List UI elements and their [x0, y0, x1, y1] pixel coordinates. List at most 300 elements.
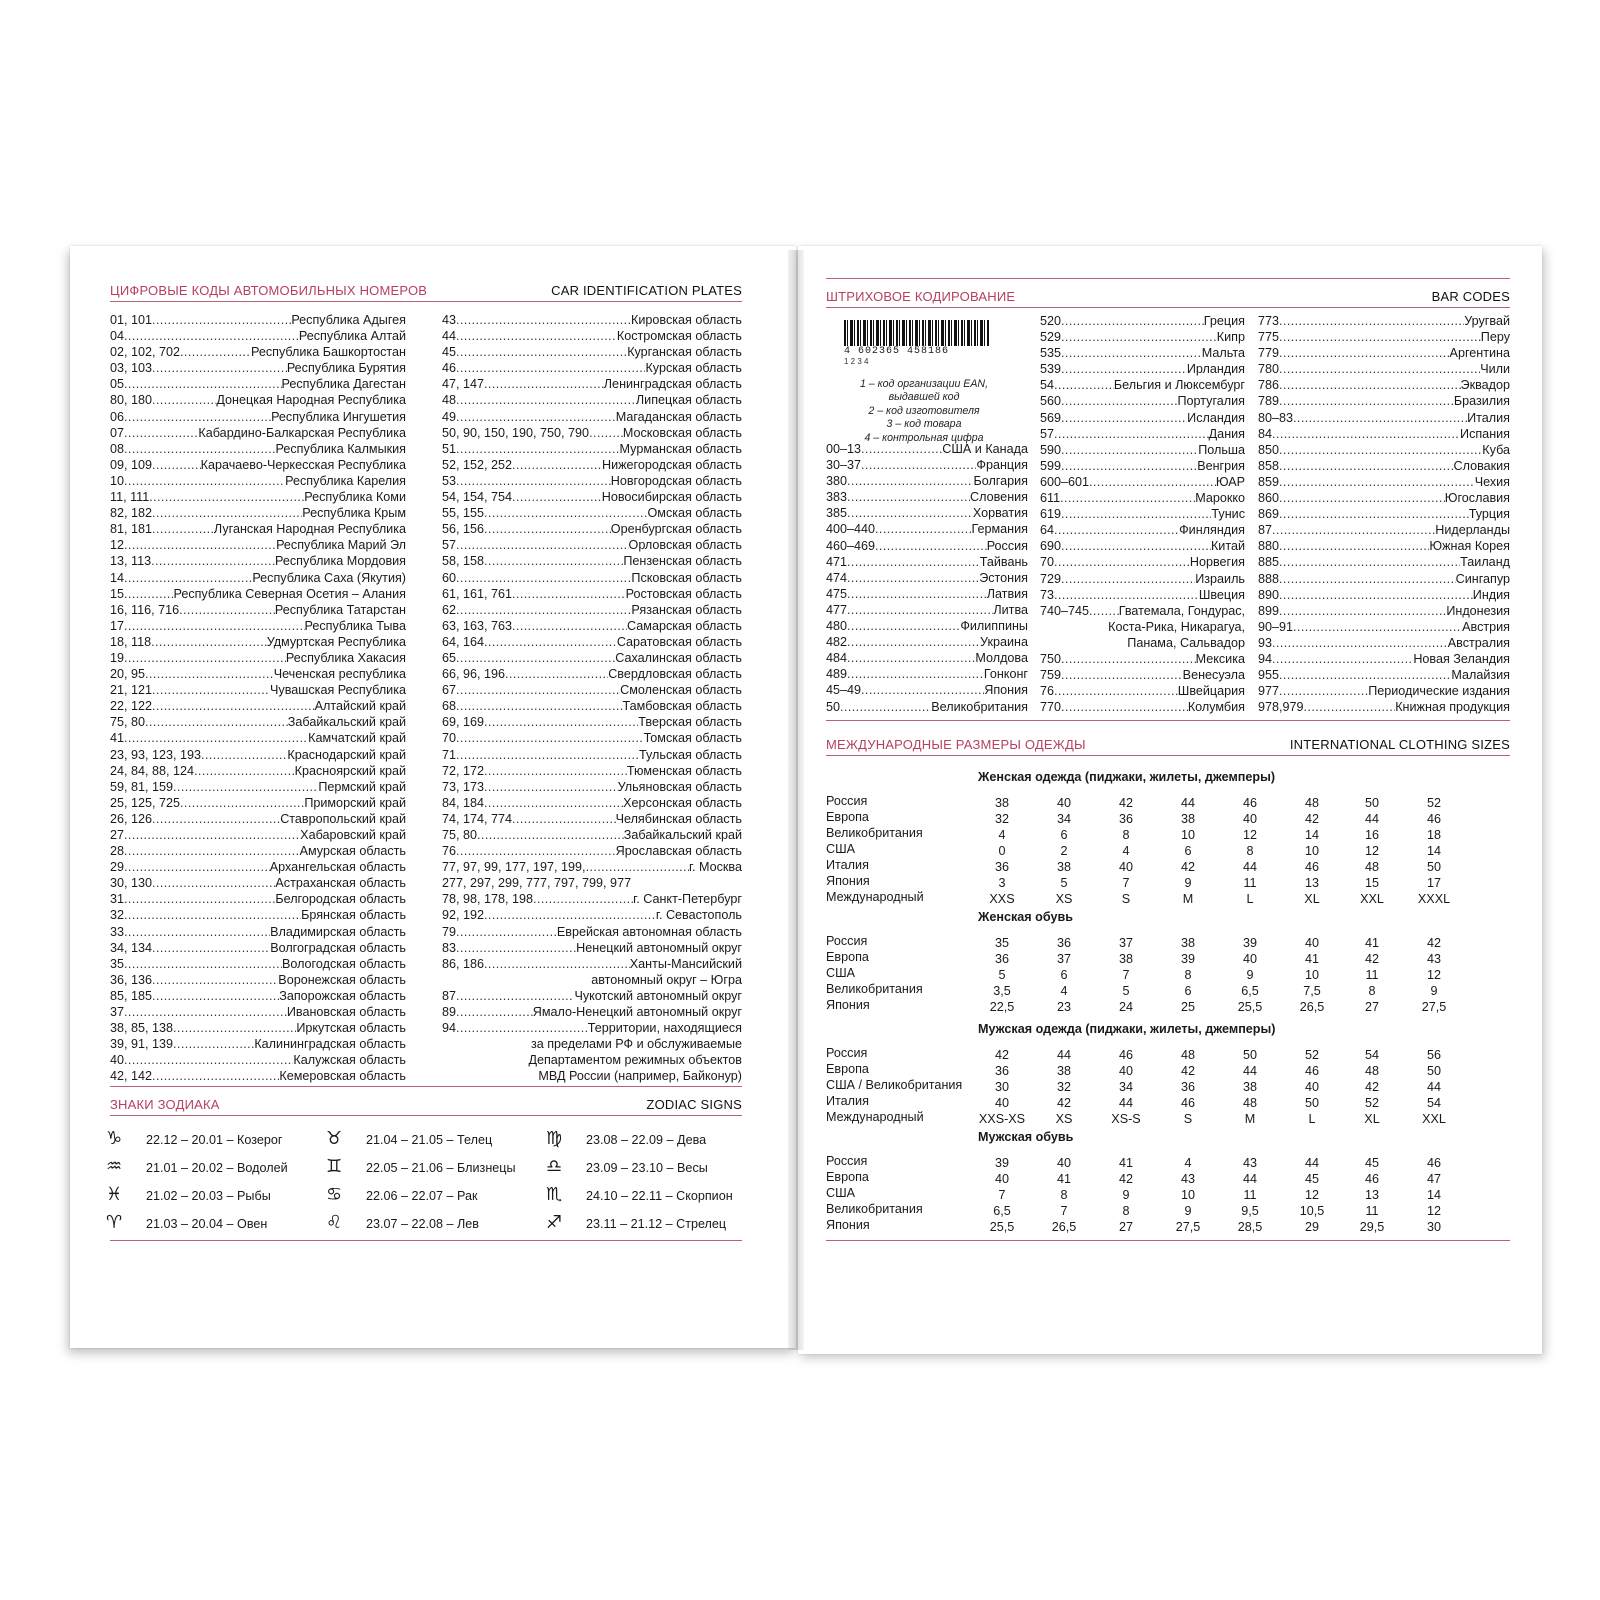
size-value: 44	[1242, 1172, 1257, 1186]
item-name: Болгария	[973, 474, 1028, 489]
item-name: Тюменская область	[626, 763, 742, 778]
list-item-continuation: автономный округ – Югра	[591, 972, 742, 987]
dot-leader	[1054, 554, 1190, 570]
dot-leader	[151, 634, 267, 650]
item-code: 37	[110, 1005, 125, 1020]
list-item	[826, 505, 1028, 521]
dot-leader	[477, 827, 624, 843]
size-value: 18	[1426, 828, 1441, 842]
list-item	[110, 1020, 406, 1036]
zodiac-dates: 23.07 – 22.08 – Лев	[366, 1217, 479, 1231]
list-item	[1040, 667, 1245, 683]
item-code: 68	[442, 699, 457, 714]
dot-leader	[847, 650, 975, 666]
size-value: S	[1183, 1112, 1193, 1126]
list-item	[110, 763, 406, 779]
size-value: 40	[1304, 1080, 1319, 1094]
item-code: 383	[826, 490, 848, 505]
list-item	[110, 570, 406, 586]
size-row-label: Россия	[826, 1046, 868, 1060]
item-name: Югославия	[1444, 491, 1510, 506]
list-item	[1258, 699, 1510, 715]
dot-leader	[201, 747, 287, 763]
item-code: 23, 93, 123, 193	[110, 747, 202, 762]
dot-leader	[180, 795, 304, 811]
size-value: 27,5	[1421, 1000, 1447, 1014]
dot-leader	[124, 570, 252, 586]
size-value: 7	[1122, 876, 1130, 890]
size-value: 10	[1180, 1188, 1195, 1202]
dot-leader	[1279, 345, 1450, 361]
list-item	[110, 521, 406, 537]
item-code: 49	[442, 409, 457, 424]
zodiac-dates: 21.01 – 20.02 – Водолей	[146, 1161, 288, 1175]
size-value: XXS-XS	[978, 1112, 1026, 1126]
item-code: 460–469	[826, 538, 876, 553]
item-code: 25, 125, 725	[110, 795, 181, 810]
item-code: 48	[442, 393, 457, 408]
list-item	[110, 972, 406, 988]
dot-leader	[1279, 554, 1460, 570]
dot-leader	[1061, 393, 1177, 409]
list-item	[442, 376, 742, 392]
car-plates-header	[110, 280, 742, 302]
list-item	[442, 1004, 742, 1020]
item-name: Хорватия	[972, 506, 1028, 521]
zodiac-sign	[326, 1156, 516, 1177]
list-item	[1040, 393, 1245, 409]
item-name: Филиппины	[960, 619, 1028, 634]
item-code: 70	[1040, 555, 1055, 570]
size-table-row	[826, 1046, 1506, 1062]
clothing-header	[826, 734, 1510, 756]
item-name: Луганская Народная Республика	[213, 522, 406, 537]
size-table-row	[826, 966, 1506, 982]
size-value: 14	[1426, 1188, 1441, 1202]
list-item	[1040, 474, 1245, 490]
size-value: 9,5	[1241, 1204, 1259, 1218]
dot-leader	[847, 634, 980, 650]
zodiac-header	[110, 1094, 742, 1116]
item-code: 885	[1258, 555, 1280, 570]
item-code: 36, 136	[110, 972, 153, 987]
item-code: 12	[110, 538, 125, 553]
barcode-legend-line: 2 – код изготовителя	[868, 404, 980, 417]
item-name: Калининградская область	[254, 1037, 406, 1052]
item-name: Ивановская область	[286, 1005, 406, 1020]
size-value: M	[1182, 892, 1194, 906]
item-code: 64	[1040, 523, 1055, 538]
dot-leader	[1279, 474, 1475, 490]
item-code: 26, 126	[110, 811, 153, 826]
size-value: 27	[1364, 1000, 1379, 1014]
item-code: 30, 130	[110, 876, 153, 891]
item-name: Кировская область	[631, 313, 742, 327]
size-value: 34	[1056, 812, 1071, 826]
size-value: 48	[1364, 860, 1379, 874]
item-code: 29	[110, 860, 125, 875]
size-value: 36	[1118, 812, 1133, 826]
item-name: Израиль	[1195, 571, 1245, 586]
size-row-label: Великобритания	[826, 826, 923, 840]
dot-leader	[456, 730, 644, 746]
list-item	[442, 328, 742, 344]
list-item	[110, 392, 406, 408]
size-value: 36	[994, 1064, 1009, 1078]
item-name: Пермский край	[318, 779, 406, 794]
item-name: Республика Тыва	[304, 618, 406, 633]
dot-leader	[1272, 635, 1448, 651]
item-name: Эквадор	[1460, 378, 1510, 393]
dot-leader	[124, 441, 275, 457]
dot-leader	[1279, 361, 1480, 377]
list-item	[442, 618, 742, 634]
size-value: 4	[1060, 984, 1068, 998]
item-code: 477	[826, 602, 848, 617]
item-name: Забайкальский край	[623, 828, 742, 842]
libra-icon: ♎	[546, 1156, 563, 1177]
size-row-label: Россия	[826, 794, 868, 808]
dot-leader	[152, 505, 302, 521]
list-item	[442, 779, 742, 795]
list-item	[110, 940, 406, 956]
item-code: 66, 96, 196	[442, 667, 506, 682]
size-value: 14	[1426, 844, 1441, 858]
size-table-row	[826, 858, 1506, 874]
dot-leader	[1279, 377, 1461, 393]
size-value: 42	[1118, 796, 1133, 810]
item-name: Сахалинская область	[615, 650, 742, 665]
size-row-label: Италия	[826, 1094, 869, 1108]
item-code: 56, 156	[442, 522, 485, 537]
item-name: Кабардино-Балкарская Республика	[198, 425, 406, 440]
item-name: Курганская область	[627, 345, 742, 360]
dot-leader	[124, 409, 271, 425]
item-code: 955	[1258, 668, 1280, 683]
list-item	[826, 473, 1028, 489]
dot-leader	[484, 907, 656, 923]
size-table-row	[826, 1110, 1506, 1126]
size-value: 38	[1180, 936, 1195, 950]
dot-leader	[1279, 442, 1482, 458]
size-value: 28,5	[1237, 1220, 1263, 1234]
size-table-title: Мужская одежда (пиджаки, жилеты, джемперы)	[978, 1022, 1276, 1036]
list-item	[442, 730, 742, 746]
item-code: 41	[110, 731, 125, 746]
list-item	[442, 634, 742, 650]
size-value: 41	[1056, 1172, 1071, 1186]
size-value: 9	[1246, 968, 1254, 982]
dot-leader	[861, 682, 984, 698]
dot-leader	[847, 618, 960, 634]
size-value: 43	[1426, 952, 1441, 966]
list-item	[1258, 313, 1510, 329]
item-name: Тамбовская область	[622, 699, 742, 714]
list-item	[110, 988, 406, 1004]
size-value: 46	[1304, 1064, 1319, 1078]
item-name: Республика Адыгея	[291, 313, 406, 327]
size-value: 3	[998, 876, 1006, 890]
size-table-row	[826, 1170, 1506, 1186]
size-value: 43	[1180, 1172, 1195, 1186]
item-name: Тверская область	[638, 715, 742, 730]
list-item	[1040, 345, 1245, 361]
size-value: 38	[994, 796, 1009, 810]
car-plates-title-en: CAR IDENTIFICATION PLATES	[551, 283, 742, 298]
dot-leader	[512, 489, 602, 505]
item-name: Амурская область	[299, 844, 406, 859]
size-value: 26,5	[1051, 1220, 1077, 1234]
item-code: 80–83	[1258, 410, 1294, 425]
item-code: 83	[442, 940, 457, 955]
size-row-label: Россия	[826, 934, 868, 948]
list-item	[110, 795, 406, 811]
size-value: 40	[1304, 936, 1319, 950]
dot-leader	[484, 521, 611, 537]
dot-leader	[1279, 571, 1456, 587]
gemini-icon: ♊	[326, 1156, 343, 1177]
size-value: 8	[1246, 844, 1254, 858]
barcode-legend-line: 1 – код организации EAN,	[859, 378, 989, 390]
item-name: г. Москва	[688, 860, 742, 875]
size-table-row	[826, 1202, 1506, 1218]
dot-leader	[847, 473, 973, 489]
dot-leader	[484, 634, 617, 650]
item-name: Томская область	[643, 731, 742, 746]
aries-icon: ♈	[106, 1212, 123, 1233]
dot-leader	[124, 586, 173, 602]
item-name: Периодические издания	[1368, 684, 1510, 699]
size-row-label: США	[826, 842, 856, 856]
item-code: 11, 111	[110, 490, 150, 505]
item-code: 539	[1040, 362, 1062, 377]
item-name: Краснодарский край	[287, 747, 406, 762]
dot-leader	[875, 538, 987, 554]
size-value: 2	[1060, 844, 1068, 858]
size-value: 25,5	[989, 1220, 1015, 1234]
dot-leader	[124, 1052, 293, 1068]
size-value: 46	[1426, 812, 1441, 826]
dot-leader	[1272, 522, 1435, 538]
size-value: 37	[1056, 952, 1071, 966]
size-table-row	[826, 874, 1506, 890]
list-item	[110, 360, 406, 376]
dot-leader	[840, 699, 931, 715]
item-code: 484	[826, 651, 848, 666]
list-item	[110, 457, 406, 473]
item-name: г. Санкт-Петербург	[633, 892, 742, 907]
size-value: 7	[1060, 1204, 1068, 1218]
size-value: 42	[1364, 1080, 1379, 1094]
dot-leader	[1054, 522, 1179, 538]
item-name: Республика Ингушетия	[271, 409, 406, 424]
zodiac-dates: 21.03 – 20.04 – Овен	[146, 1217, 268, 1231]
item-name: Швейцария	[1177, 684, 1245, 699]
item-code: 860	[1258, 491, 1280, 506]
size-value: 46	[1364, 1172, 1379, 1186]
list-item	[110, 924, 406, 940]
item-name: Карачаево-Черкесская Республика	[200, 457, 406, 472]
list-item-continuation: Коста-Рика, Никарагуа,	[1108, 619, 1245, 634]
dot-leader	[512, 457, 602, 473]
size-value: 50	[1242, 1048, 1257, 1062]
size-value: 48	[1242, 1096, 1257, 1110]
item-name: Республика Коми	[304, 490, 406, 505]
list-item	[1040, 522, 1245, 538]
list-item	[1258, 410, 1510, 426]
list-item	[1040, 329, 1245, 345]
item-name: США и Канада	[942, 442, 1028, 456]
barcodes-top-rule	[826, 278, 1510, 279]
size-value: 8	[1122, 828, 1130, 842]
size-table-row	[826, 1218, 1506, 1234]
dot-leader	[152, 940, 270, 956]
size-value: 41	[1118, 1156, 1133, 1170]
size-value: 42	[994, 1048, 1009, 1062]
barcodes-header	[826, 286, 1510, 308]
dot-leader	[124, 425, 198, 441]
item-name: Чеченская республика	[273, 667, 406, 682]
book-gutter	[788, 250, 804, 1350]
dot-leader	[512, 586, 626, 602]
item-code: 14	[110, 570, 125, 585]
size-value: XXL	[1422, 1112, 1446, 1126]
dot-leader	[847, 489, 970, 505]
item-code: 02, 102, 702	[110, 345, 181, 360]
dot-leader	[124, 859, 270, 875]
item-code: 62	[442, 602, 457, 617]
list-item	[110, 634, 406, 650]
list-item	[110, 586, 406, 602]
item-code: 04	[110, 329, 125, 344]
list-item	[110, 811, 406, 827]
size-value: 46	[1118, 1048, 1133, 1062]
size-value: 8	[1184, 968, 1192, 982]
item-name: Ленинградская область	[603, 377, 742, 392]
size-value: 14	[1304, 828, 1319, 842]
dot-leader	[1061, 410, 1187, 426]
item-code: 380	[826, 474, 848, 489]
size-value: 38	[1242, 1080, 1257, 1094]
item-name: Архангельская область	[269, 860, 406, 875]
item-name: Кипр	[1216, 330, 1245, 345]
barcode-legend-line: 4 – контрольная цифра	[864, 431, 984, 444]
size-table-title: Женская обувь	[978, 910, 1073, 924]
size-value: S	[1121, 892, 1131, 906]
size-value: M	[1244, 1112, 1256, 1126]
item-code: 18, 118	[110, 634, 152, 649]
size-value: 46	[1242, 796, 1257, 810]
item-name: Республика Дагестан	[281, 377, 406, 392]
size-row-label: Европа	[826, 1062, 869, 1076]
list-item	[826, 538, 1028, 554]
car-plates-column-left	[110, 312, 406, 1085]
dot-leader	[179, 602, 275, 618]
size-value: XS-S	[1111, 1112, 1141, 1126]
item-code: 03, 103	[110, 361, 153, 376]
item-name: Забайкальский край	[287, 715, 406, 730]
dot-leader	[1060, 490, 1195, 506]
item-name: Словакия	[1453, 458, 1510, 473]
item-name: Чувашская Республика	[270, 683, 406, 698]
size-table-row	[826, 1078, 1506, 1094]
size-table-row	[826, 934, 1506, 950]
clothing-title-en: INTERNATIONAL CLOTHING SIZES	[1289, 737, 1510, 752]
size-row-label: Великобритания	[826, 982, 923, 996]
size-value: 7	[998, 1188, 1006, 1202]
list-item	[1258, 683, 1510, 699]
list-item	[1040, 506, 1245, 522]
size-value: 46	[1180, 1096, 1195, 1110]
list-item	[442, 457, 742, 473]
item-name: Астраханская область	[275, 876, 406, 891]
dot-leader	[1061, 699, 1188, 715]
size-value: 15	[1364, 876, 1379, 890]
list-item	[826, 521, 1028, 537]
list-item	[110, 650, 406, 666]
size-value: 42	[1180, 860, 1195, 874]
size-value: L	[1308, 1112, 1316, 1126]
list-item	[442, 795, 742, 811]
item-code: 94	[442, 1021, 457, 1036]
dot-leader	[456, 1004, 533, 1020]
dot-leader	[152, 360, 287, 376]
size-value: 7	[1122, 968, 1130, 982]
dot-leader	[1279, 329, 1481, 345]
list-item	[442, 763, 742, 779]
dot-leader	[1061, 667, 1183, 683]
size-value: 36	[1056, 936, 1071, 950]
list-item	[110, 666, 406, 682]
list-item	[1258, 426, 1510, 442]
size-value: 8	[1122, 1204, 1130, 1218]
size-row-label: США / Великобритания	[826, 1078, 963, 1092]
item-name: Новая Зеландия	[1413, 651, 1510, 666]
item-name: ЮАР	[1215, 474, 1245, 489]
item-name: Франция	[976, 458, 1028, 473]
item-code: 61, 161, 761	[442, 586, 513, 601]
size-value: 12	[1364, 844, 1379, 858]
size-row-label: Международный	[826, 890, 924, 904]
item-code: 69, 169	[442, 715, 485, 730]
dot-leader	[152, 392, 216, 408]
item-name: Алтайский край	[314, 699, 406, 714]
dot-leader	[124, 1004, 287, 1020]
size-value: 12	[1304, 1188, 1319, 1202]
item-name: Таиланд	[1460, 555, 1510, 570]
size-value: 16	[1364, 828, 1379, 842]
taurus-icon: ♉	[326, 1128, 343, 1149]
size-value: 30	[1426, 1220, 1441, 1234]
item-code: 600–601	[1040, 474, 1090, 489]
size-value: 50	[1426, 860, 1441, 874]
item-code: 482	[826, 635, 848, 650]
dot-leader	[456, 602, 631, 618]
clothing-bottom-rule	[826, 1240, 1510, 1241]
item-name: Новосибирская область	[601, 490, 742, 505]
dot-leader	[152, 698, 315, 714]
barcode-part-markers: 1 2 3 4	[844, 357, 869, 366]
zodiac-sign	[546, 1156, 708, 1177]
item-name: Ярославская область	[615, 844, 742, 859]
dot-leader	[1279, 458, 1453, 474]
item-code: 28	[110, 844, 125, 859]
list-item	[442, 698, 742, 714]
list-item	[110, 376, 406, 392]
list-item	[1258, 522, 1510, 538]
item-code: 569	[1040, 410, 1062, 425]
size-value: 7,5	[1303, 984, 1321, 998]
